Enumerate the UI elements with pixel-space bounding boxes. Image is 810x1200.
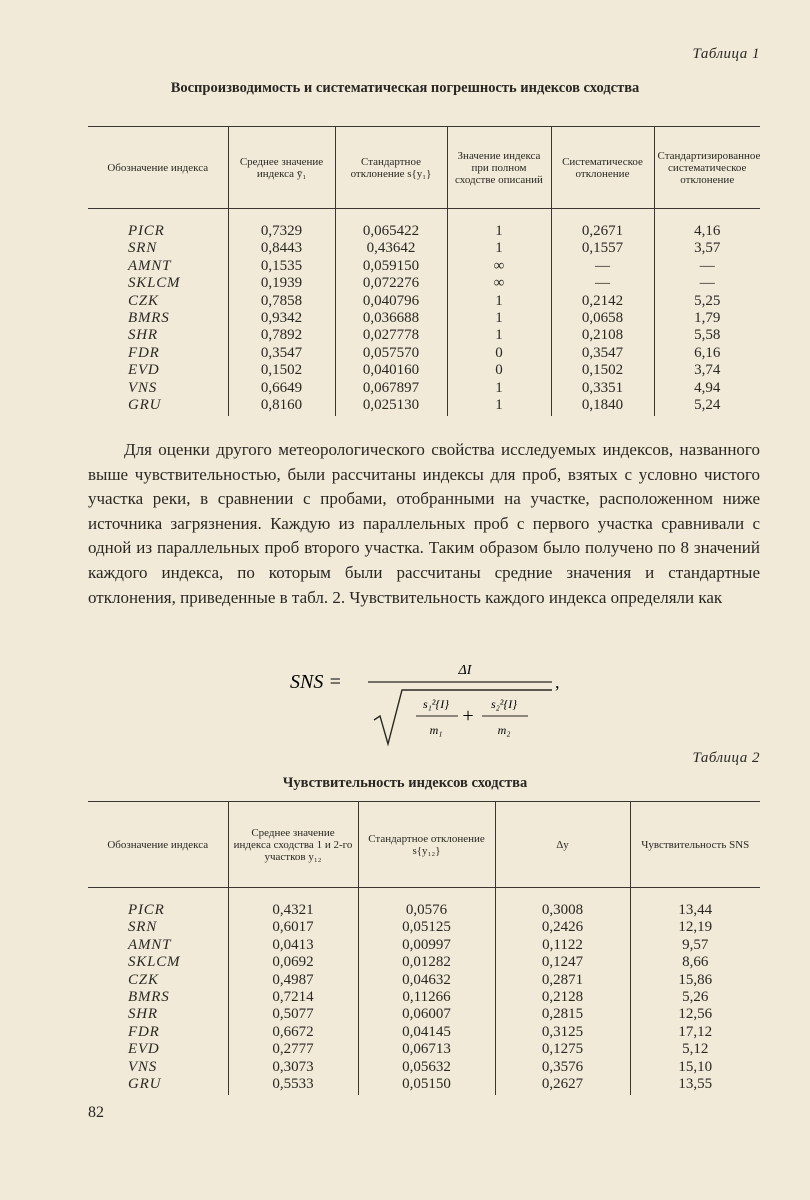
value-cell: 0,06007 <box>358 1006 495 1023</box>
value-cell: 0,6649 <box>228 380 335 397</box>
value-cell: ∞ <box>447 275 551 292</box>
table2-col-header: Чувствительность SNS <box>630 802 760 888</box>
value-cell: 0,0658 <box>551 310 654 327</box>
value-cell: 0,7858 <box>228 293 335 310</box>
value-cell: 0,7329 <box>228 223 335 240</box>
table-row <box>88 275 760 292</box>
value-cell: 3,74 <box>654 362 760 379</box>
value-cell: 0,059150 <box>335 258 447 275</box>
value-cell: 1 <box>447 223 551 240</box>
table1-col-header: Стандартное отклонение s{y₁} <box>335 127 447 209</box>
table-row <box>88 223 760 240</box>
value-cell: 0,067897 <box>335 380 447 397</box>
value-cell: 0,1247 <box>495 954 630 971</box>
value-cell: 0,11266 <box>358 989 495 1006</box>
table-row <box>88 919 760 936</box>
value-cell: 5,12 <box>630 1041 760 1058</box>
table-row <box>88 1076 760 1095</box>
table2-col-header: Стандартное отклонение s{y₁₂} <box>358 802 495 888</box>
table-row <box>88 954 760 971</box>
index-name-cell: GRU <box>128 1076 162 1093</box>
value-cell: 4,94 <box>654 380 760 397</box>
value-cell: 1,79 <box>654 310 760 327</box>
value-cell: 0,1502 <box>551 362 654 379</box>
table-row <box>88 1059 760 1076</box>
table1-title: Воспроизводимость и систематическая погрешность индексов сходства <box>170 80 640 96</box>
value-cell: 5,26 <box>630 989 760 1006</box>
value-cell: 0,0692 <box>228 954 358 971</box>
index-name-cell: SHR <box>128 1006 158 1023</box>
value-cell: 0,9342 <box>228 310 335 327</box>
table1-col-header: Среднее значение индекса ȳ₁ <box>228 127 335 209</box>
value-cell: 5,58 <box>654 327 760 344</box>
value-cell: 1 <box>447 310 551 327</box>
table-row <box>88 345 760 362</box>
table1-col-header: Стандартизированное систематическое отклонение <box>654 127 760 209</box>
value-cell: 0,05150 <box>358 1076 495 1095</box>
page-number: 82 <box>88 1104 104 1121</box>
value-cell: 0,1535 <box>228 258 335 275</box>
value-cell: 0,4321 <box>228 902 358 919</box>
value-cell: 0,2815 <box>495 1006 630 1023</box>
value-cell: 8,66 <box>630 954 760 971</box>
value-cell: 0,06713 <box>358 1041 495 1058</box>
value-cell: 0,1557 <box>551 240 654 257</box>
index-name-cell: AMNT <box>128 936 172 953</box>
formula-term1-den: m₁ <box>429 723 443 737</box>
table-row <box>88 989 760 1006</box>
value-cell: 0,036688 <box>335 310 447 327</box>
value-cell: 1 <box>447 397 551 416</box>
value-cell: ∞ <box>447 258 551 275</box>
index-name-cell: CZK <box>128 971 159 988</box>
formula-term2-den: m₂ <box>497 723 511 737</box>
value-cell: 0,3008 <box>495 902 630 919</box>
value-cell: 0,7214 <box>228 989 358 1006</box>
value-cell: 0,2671 <box>551 223 654 240</box>
value-cell: 0,3351 <box>551 380 654 397</box>
value-cell: 0,04632 <box>358 972 495 989</box>
value-cell: 12,56 <box>630 1006 760 1023</box>
index-name-cell: FDR <box>128 344 160 361</box>
index-name-cell: FDR <box>128 1023 160 1040</box>
index-name-cell: BMRS <box>128 989 170 1006</box>
value-cell: 1 <box>447 380 551 397</box>
table2-caption: Таблица 2 <box>692 750 760 766</box>
value-cell: 15,10 <box>630 1059 760 1076</box>
value-cell: 0,1939 <box>228 275 335 292</box>
value-cell: 0,2108 <box>551 327 654 344</box>
table2 <box>88 801 760 1095</box>
index-name-cell: EVD <box>128 362 160 379</box>
value-cell: 0,7892 <box>228 327 335 344</box>
value-cell: 0,6672 <box>228 1024 358 1041</box>
value-cell: 17,12 <box>630 1024 760 1041</box>
formula-numerator: ΔI <box>458 663 472 678</box>
value-cell: 0,5077 <box>228 1006 358 1023</box>
value-cell: 0,027778 <box>335 327 447 344</box>
value-cell: 6,16 <box>654 345 760 362</box>
table2-title: Чувствительность индексов сходства <box>282 775 528 791</box>
value-cell: 0,040160 <box>335 362 447 379</box>
value-cell: 0,2142 <box>551 293 654 310</box>
index-name-cell: AMNT <box>128 257 172 274</box>
value-cell: 15,86 <box>630 972 760 989</box>
table1-header-row <box>88 127 760 209</box>
value-cell: 1 <box>447 293 551 310</box>
formula-trailing-comma: , <box>555 672 560 692</box>
index-name-cell: SRN <box>128 240 158 257</box>
value-cell: 5,25 <box>654 293 760 310</box>
value-cell: 0,057570 <box>335 345 447 362</box>
value-cell: 0,065422 <box>335 223 447 240</box>
value-cell: 0,05125 <box>358 919 495 936</box>
value-cell: 0,3576 <box>495 1059 630 1076</box>
formula-lhs: SNS = <box>290 671 342 693</box>
value-cell: 3,57 <box>654 240 760 257</box>
value-cell: 0,0576 <box>358 902 495 919</box>
index-name-cell: GRU <box>128 397 162 414</box>
index-name-cell: SRN <box>128 919 158 936</box>
index-name-cell: SKLCM <box>128 954 181 971</box>
value-cell: 0,8443 <box>228 240 335 257</box>
value-cell: 0,0413 <box>228 937 358 954</box>
formula-plus: + <box>462 705 474 727</box>
table1-caption: Таблица 1 <box>692 46 760 62</box>
value-cell: 0,3073 <box>228 1059 358 1076</box>
table-row <box>88 397 760 416</box>
index-name-cell: BMRS <box>128 310 170 327</box>
index-name-cell: CZK <box>128 292 159 309</box>
table-row <box>88 327 760 344</box>
index-name-cell: PICR <box>128 902 165 918</box>
formula-svg <box>290 654 590 750</box>
value-cell: 0,8160 <box>228 397 335 416</box>
value-cell: 0 <box>447 362 551 379</box>
value-cell: 0,1840 <box>551 397 654 416</box>
value-cell: 0,2627 <box>495 1076 630 1095</box>
index-name-cell: PICR <box>128 223 165 239</box>
table2-col-header: Обозначение индекса <box>88 802 228 888</box>
table-row <box>88 310 760 327</box>
body-paragraph: Для оценки другого метеорологического свойства исследуемых индексов, названного выше чувствительностью, были рассчитаны индексы для проб, взятых с условно чистого участка реки, в сравнении с пробами, отобранными на участке, расположенном ниже источника загрязнения. Каждую из параллельных проб с первого участка сравнивали с одной из параллельных проб второго участка. Таким образом было получено по 8 значений каждого индекса, по которым были рассчитаны средние значения и стандартные отклонения, приведенные в табл. 2. Чувствительность каждого индекса определяли как <box>88 440 760 607</box>
table2-col-header: Среднее значение индекса сходства 1 и 2-го участков y₁₂ <box>228 802 358 888</box>
table-row <box>88 972 760 989</box>
value-cell: 0,00997 <box>358 937 495 954</box>
value-cell: 0,3547 <box>228 345 335 362</box>
value-cell: — <box>654 275 760 292</box>
value-cell: 0,1502 <box>228 362 335 379</box>
value-cell: 0,2426 <box>495 919 630 936</box>
value-cell: 0,2128 <box>495 989 630 1006</box>
table2-header-row <box>88 802 760 888</box>
value-cell: 0,5533 <box>228 1076 358 1095</box>
value-cell: 0,2871 <box>495 972 630 989</box>
value-cell: 0,1122 <box>495 937 630 954</box>
table-row <box>88 380 760 397</box>
table-row <box>88 258 760 275</box>
value-cell: 0,040796 <box>335 293 447 310</box>
value-cell: 0,3125 <box>495 1024 630 1041</box>
table1-col-header: Обозначение индекса <box>88 127 228 209</box>
value-cell: 0,05632 <box>358 1059 495 1076</box>
value-cell: — <box>654 258 760 275</box>
sns-formula <box>290 654 590 750</box>
index-name-cell: VNS <box>128 1058 158 1075</box>
value-cell: 0,6017 <box>228 919 358 936</box>
table2-col-header: Δy <box>495 802 630 888</box>
value-cell: 1 <box>447 327 551 344</box>
formula-term1-num: s₁²{I} <box>422 697 450 711</box>
value-cell: — <box>551 275 654 292</box>
value-cell: 0,2777 <box>228 1041 358 1058</box>
value-cell: 0,025130 <box>335 397 447 416</box>
index-name-cell: VNS <box>128 379 158 396</box>
table-row <box>88 1006 760 1023</box>
formula-term2-num: s₂²{I} <box>490 697 518 711</box>
value-cell: 12,19 <box>630 919 760 936</box>
table-row <box>88 902 760 919</box>
table-row <box>88 293 760 310</box>
value-cell: 0,3547 <box>551 345 654 362</box>
table-row <box>88 1024 760 1041</box>
table1-col-header: Систематическое отклонение <box>551 127 654 209</box>
value-cell: 5,24 <box>654 397 760 416</box>
table-row <box>88 937 760 954</box>
table-row <box>88 1041 760 1058</box>
table1 <box>88 126 760 416</box>
value-cell: 0,072276 <box>335 275 447 292</box>
value-cell: 1 <box>447 240 551 257</box>
value-cell: 13,44 <box>630 902 760 919</box>
index-name-cell: SKLCM <box>128 275 181 292</box>
value-cell: 0,01282 <box>358 954 495 971</box>
value-cell: 0 <box>447 345 551 362</box>
index-name-cell: EVD <box>128 1041 160 1058</box>
value-cell: 0,1275 <box>495 1041 630 1058</box>
value-cell: 0,04145 <box>358 1024 495 1041</box>
value-cell: 0,43642 <box>335 240 447 257</box>
value-cell: 13,55 <box>630 1076 760 1095</box>
table1-col-header: Значение индекса при полном сходстве описаний <box>447 127 551 209</box>
value-cell: 9,57 <box>630 937 760 954</box>
value-cell: — <box>551 258 654 275</box>
value-cell: 4,16 <box>654 223 760 240</box>
value-cell: 0,4987 <box>228 972 358 989</box>
index-name-cell: SHR <box>128 327 158 344</box>
table-row <box>88 362 760 379</box>
table-row <box>88 240 760 257</box>
